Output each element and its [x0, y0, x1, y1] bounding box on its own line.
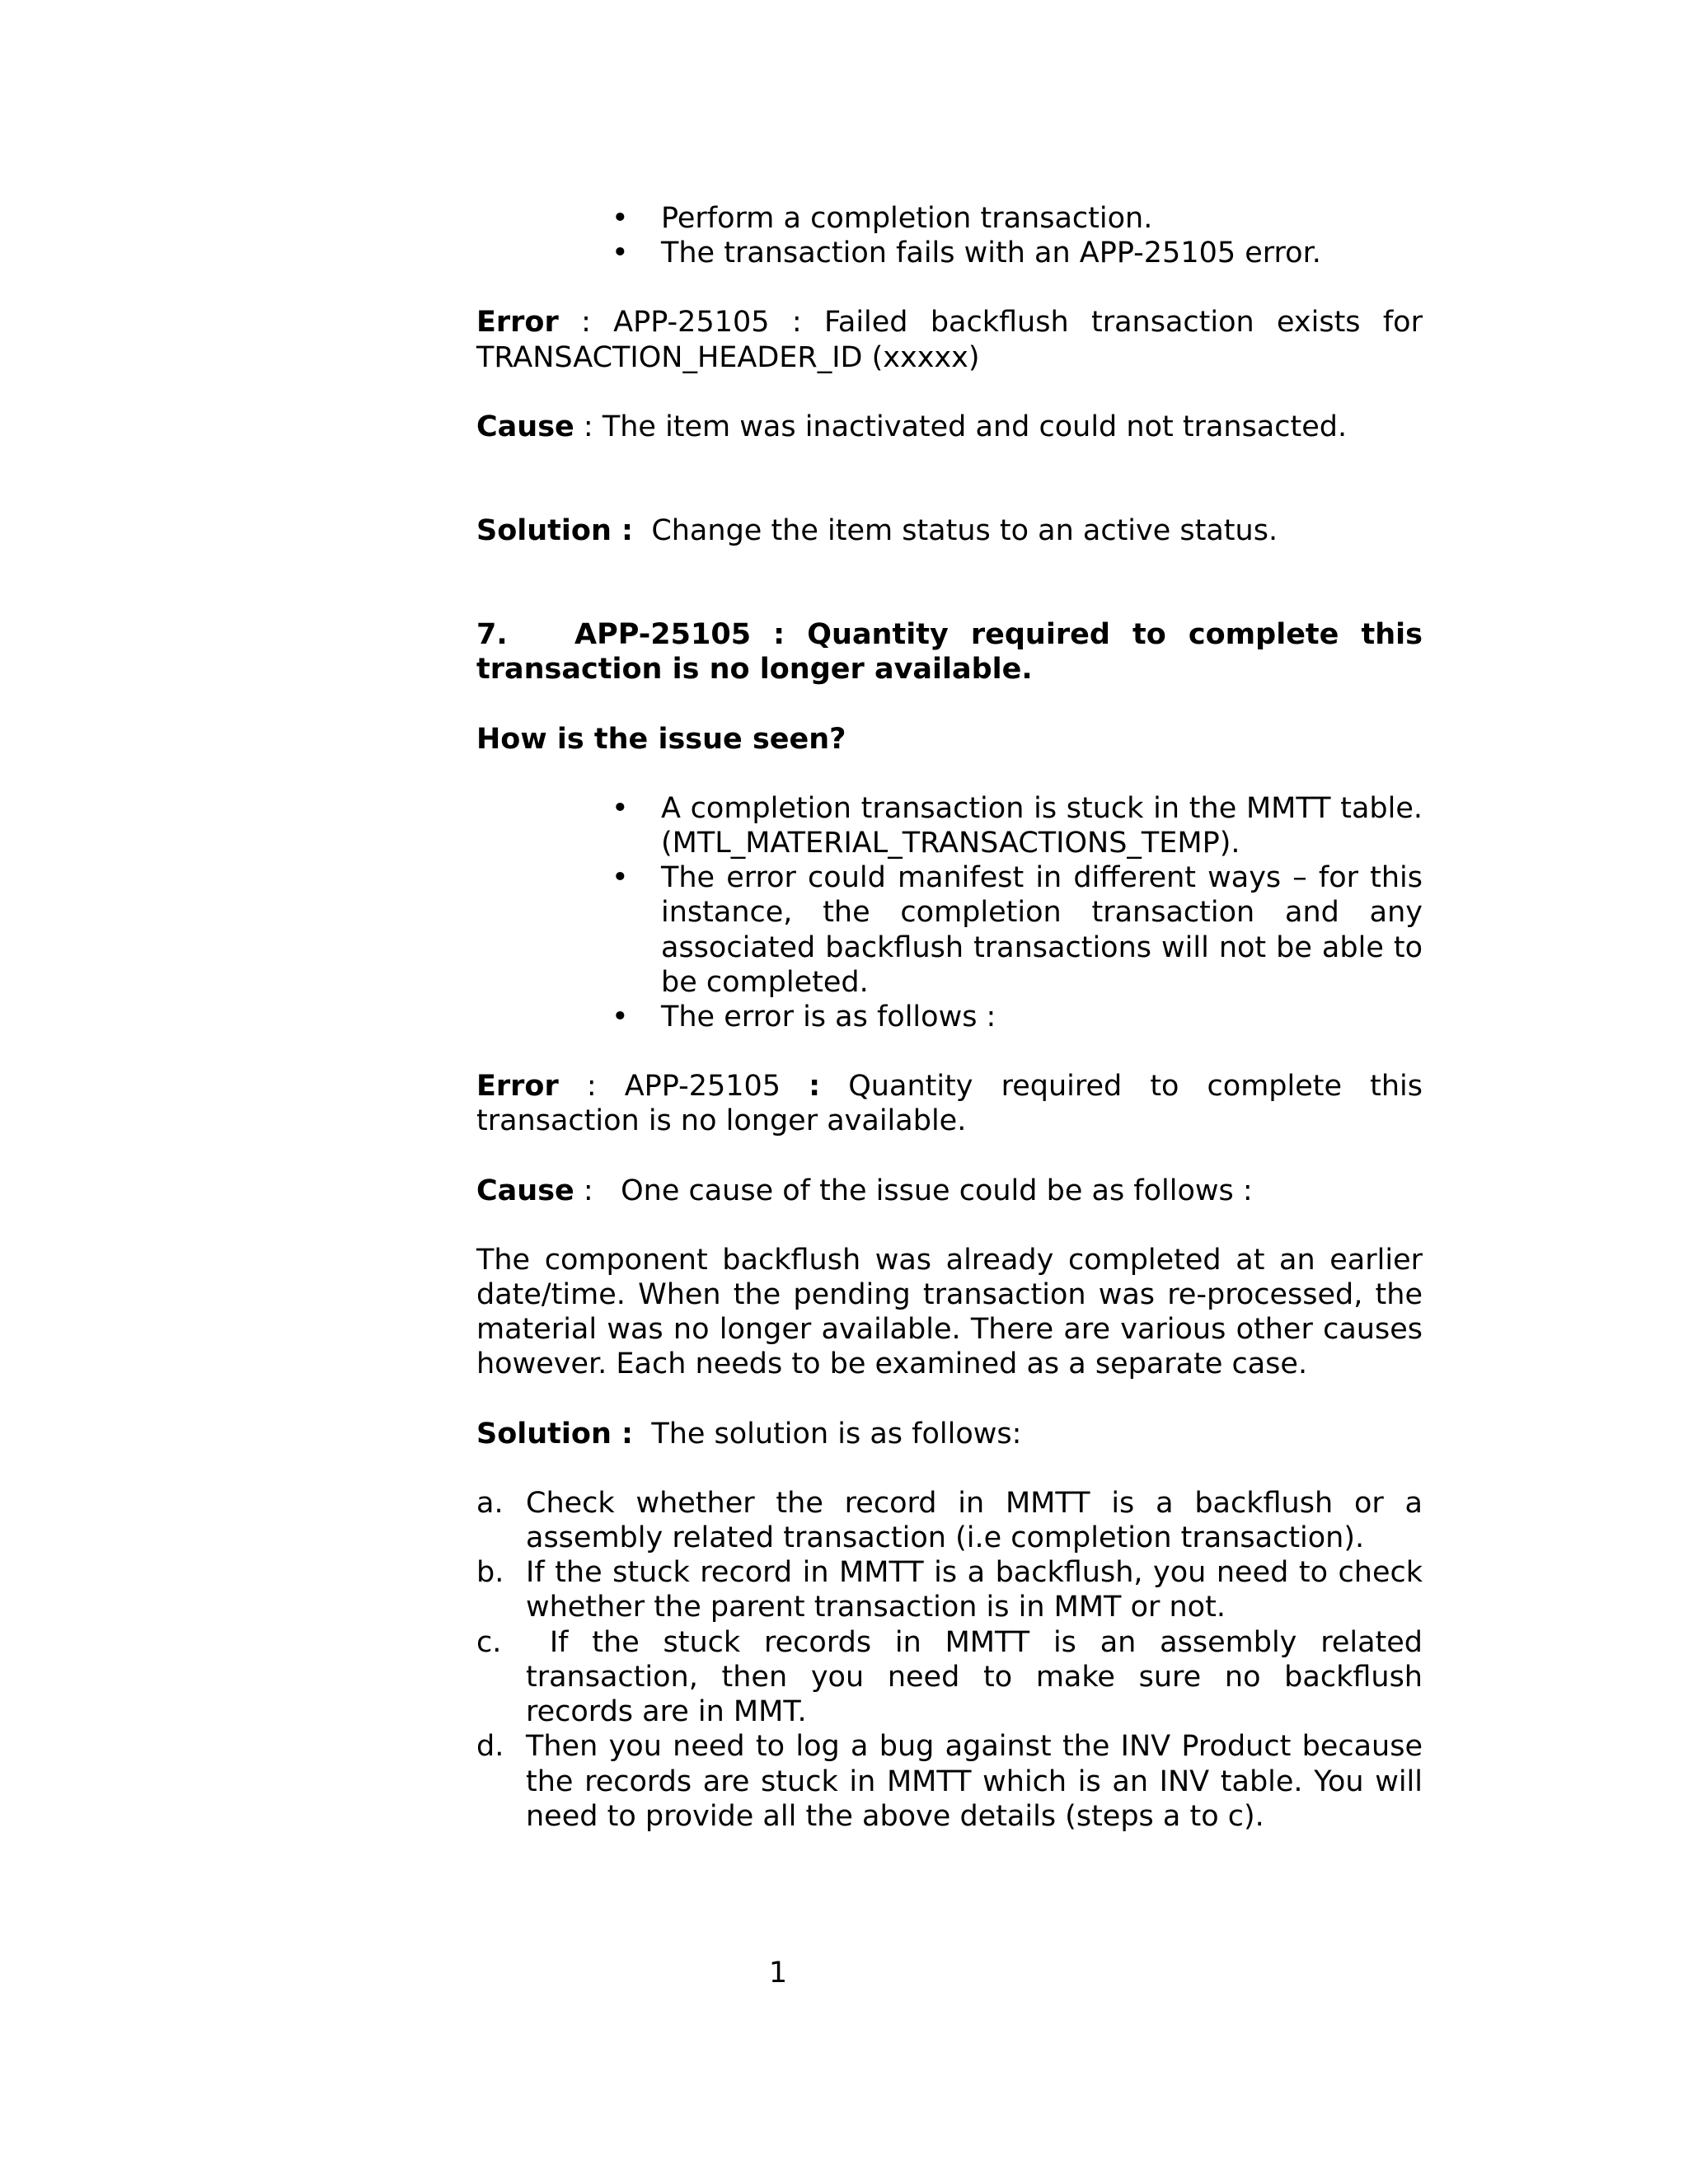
section-heading: 7. APP-25105 : Quantity required to complete this transaction is no longer available. [476, 618, 1433, 687]
separator: : [574, 410, 603, 443]
error-colon: : [809, 1070, 821, 1104]
document-page [476, 201, 1442, 1834]
solution-steps-list [476, 1486, 1442, 1834]
list-marker: b. [476, 1556, 504, 1590]
list-marker: a. [476, 1486, 504, 1520]
bullet-item [612, 791, 1423, 860]
list-text: Check whether the record in MMTT is a backflush or a assembly related transaction (i.e completion transaction). [526, 1486, 1423, 1555]
cause-paragraph [476, 410, 1423, 444]
issue-heading: How is the issue seen? [476, 722, 846, 756]
list-item [476, 1729, 1423, 1834]
bullet-item [612, 236, 1423, 270]
solution-paragraph [476, 513, 1423, 548]
bullet-item [612, 201, 1423, 236]
error-text: APP-25105 : Failed backflush transaction exists for TRANSACTION_HEADER_ID (xxxxx) [476, 306, 1423, 374]
cause-text: The item was inactivated and could not transacted. [602, 410, 1348, 443]
bullet-icon: • [612, 237, 629, 270]
list-item [476, 1486, 1423, 1555]
solution-label: Solution : [476, 514, 634, 548]
bullet-icon: • [612, 861, 629, 895]
cause-label: Cause [476, 410, 574, 443]
bullet-text: A completion transaction is stuck in the MMTT table. (MTL_MATERIAL_TRANSACTIONS_TEMP). [661, 791, 1423, 860]
issue-bullet-list [612, 791, 1423, 1034]
bullet-item [612, 1000, 1423, 1034]
error-text: Quantity required to complete this transaction is no longer available. [476, 1070, 1423, 1138]
bullet-text: Perform a completion transaction. [661, 202, 1153, 235]
separator: : [558, 1070, 625, 1104]
intro-bullet-list [612, 201, 1423, 270]
cause-text: One cause of the issue could be as follows : [621, 1174, 1253, 1207]
error-code: APP-25105 [624, 1070, 809, 1104]
bullet-item [612, 860, 1423, 1000]
solution-label: Solution : [476, 1417, 634, 1451]
error-paragraph [476, 305, 1423, 374]
list-item [476, 1625, 1442, 1730]
error-label: Error [476, 1070, 559, 1104]
cause-detail-paragraph: The component backflush was already completed at an earlier date/time. When the pending transaction was re-processed, the material was no longer available. There are various other causes however. Each needs to be examined as a separate case. [476, 1243, 1423, 1381]
bullet-icon: • [612, 1001, 629, 1034]
solution-text: The solution is as follows: [651, 1417, 1022, 1451]
bullet-icon: • [612, 791, 629, 825]
list-marker: c. [476, 1625, 502, 1659]
error-label: Error [476, 306, 559, 340]
list-text: If the stuck records in MMTT is an assembly related transaction, then you need to make sure no backflush records are in MMT. [526, 1625, 1442, 1729]
bullet-text: The error is as follows : [661, 1001, 996, 1034]
list-text: If the stuck record in MMTT is a backflush, you need to check whether the parent transaction is in MMT or not. [526, 1556, 1423, 1624]
separator: : [558, 306, 614, 340]
list-item [476, 1555, 1423, 1624]
cause-label: Cause [476, 1174, 574, 1207]
page-number: 1 [768, 1957, 788, 1990]
solution-text: Change the item status to an active status. [651, 514, 1278, 548]
solution-paragraph [476, 1417, 1423, 1451]
cause-paragraph [476, 1174, 1423, 1208]
list-marker: d. [476, 1730, 504, 1764]
list-text: Then you need to log a bug against the INV Product because the records are stuck in MMTT which is an INV table. You will need to provide all the above details (steps a to c). [526, 1730, 1423, 1833]
bullet-text: The error could manifest in different ways – for this instance, the completion transaction and any associated backflush transactions will not be able to be completed. [661, 861, 1423, 999]
bullet-icon: • [612, 202, 629, 235]
separator: : [574, 1174, 621, 1207]
error-paragraph [476, 1069, 1423, 1138]
bullet-text: The transaction fails with an APP-25105 error. [661, 237, 1321, 270]
